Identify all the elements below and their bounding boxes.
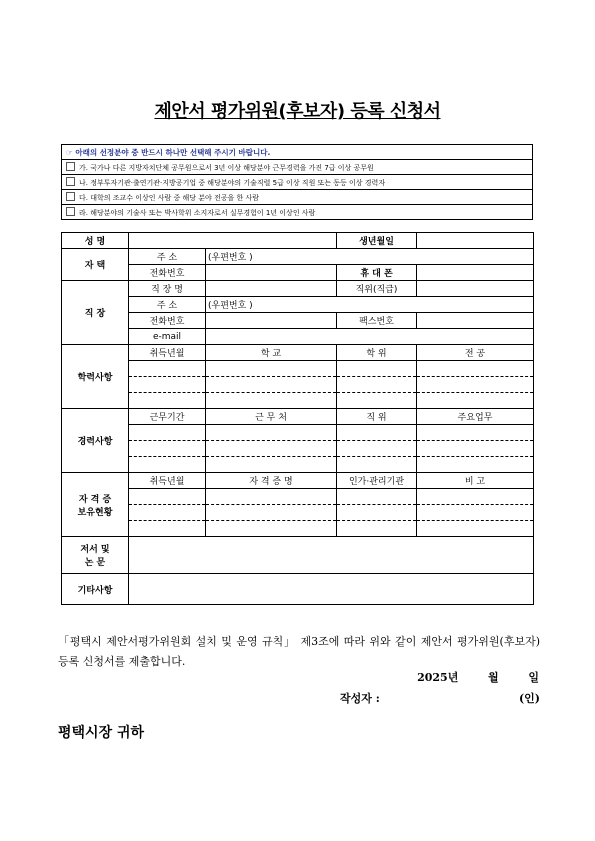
cert-header-date: 취득년월: [129, 473, 206, 489]
cert-cell[interactable]: [129, 521, 206, 537]
email-label: e-mail: [129, 329, 206, 345]
career-cell[interactable]: [417, 425, 534, 441]
selection-option-da[interactable]: 다. 대학의 조교수 이상인 사람 중 해당 분야 전공을 한 사람: [62, 190, 533, 205]
cert-cell[interactable]: [206, 489, 337, 505]
author-line: [340, 690, 540, 706]
home-address-field[interactable]: (우편번호 ): [206, 249, 534, 265]
fax-label: 팩스번호: [337, 313, 417, 329]
cert-cell[interactable]: [417, 521, 534, 537]
career-header-duties: 주요업무: [417, 409, 534, 425]
checkbox-icon[interactable]: [66, 162, 75, 171]
cert-header-agency: 인가·관리기관: [337, 473, 417, 489]
edu-header-school: 학 교: [206, 345, 337, 361]
edu-header-degree: 학 위: [337, 345, 417, 361]
career-cell[interactable]: [206, 457, 337, 473]
career-label: 경력사항: [62, 409, 129, 473]
cert-cell[interactable]: [337, 489, 417, 505]
birth-field[interactable]: [417, 233, 534, 249]
other-label: 기타사항: [62, 574, 129, 605]
checkbox-icon[interactable]: [66, 177, 75, 186]
home-phone-label: 전화번호: [129, 265, 206, 281]
edu-cell[interactable]: [129, 377, 206, 393]
cert-cell[interactable]: [417, 505, 534, 521]
edu-cell[interactable]: [417, 393, 534, 409]
declaration-text: 「평택시 제안서평가위원회 설치 및 운영 규칙」 제3조에 따라 위와 같이 제안서 평가위원(후보자) 등록 신청서를 제출합니다.: [58, 635, 540, 668]
cert-header-note: 비 고: [417, 473, 534, 489]
date-year: 2025년: [417, 671, 459, 684]
career-cell[interactable]: [337, 441, 417, 457]
cert-cell[interactable]: [417, 489, 534, 505]
edu-cell[interactable]: [337, 377, 417, 393]
selection-option-ga[interactable]: 가. 국가나 다른 지방자치단체 공무원으로서 3년 이상 해당분야 근무경력을 가진 7급 이상 공무원: [62, 160, 533, 175]
mobile-label: 휴 대 폰: [337, 265, 417, 281]
form-title: 제안서 평가위원(후보자) 등록 신청서: [154, 101, 441, 122]
home-phone-field[interactable]: [206, 265, 337, 281]
mobile-field[interactable]: [417, 265, 534, 281]
email-field[interactable]: [206, 329, 534, 345]
selection-option-ra[interactable]: 라. 해당분야의 기술사 또는 박사학위 소지자로서 실무경험이 1년 이상인 사람: [62, 205, 533, 220]
workplace-label: 직 장 명: [129, 281, 206, 297]
cert-cell[interactable]: [206, 521, 337, 537]
career-cell[interactable]: [337, 457, 417, 473]
career-cell[interactable]: [129, 457, 206, 473]
checkbox-icon[interactable]: [66, 207, 75, 216]
career-cell[interactable]: [337, 425, 417, 441]
books-label: 저서 및 논 문: [62, 537, 129, 574]
education-label: 학력사항: [62, 345, 129, 409]
cert-cell[interactable]: [129, 489, 206, 505]
home-address-label: 주 소: [129, 249, 206, 265]
edu-header-major: 전 공: [417, 345, 534, 361]
author-label: 작성자 :: [340, 692, 380, 705]
cert-cell[interactable]: [129, 505, 206, 521]
edu-cell[interactable]: [337, 361, 417, 377]
submission-date: [417, 669, 539, 685]
work-phone-field[interactable]: [206, 313, 337, 329]
other-field[interactable]: [129, 574, 534, 605]
work-phone-label: 전화번호: [129, 313, 206, 329]
career-cell[interactable]: [206, 441, 337, 457]
career-header-workplace: 근 무 처: [206, 409, 337, 425]
name-field[interactable]: [129, 233, 337, 249]
edu-cell[interactable]: [206, 377, 337, 393]
edu-header-date: 취득년월: [129, 345, 206, 361]
career-cell[interactable]: [206, 425, 337, 441]
cert-cell[interactable]: [337, 505, 417, 521]
career-cell[interactable]: [417, 441, 534, 457]
edu-cell[interactable]: [417, 361, 534, 377]
seal-mark: (인): [518, 692, 540, 705]
work-address-field[interactable]: (우편번호 ): [206, 297, 534, 313]
name-label: 성 명: [62, 233, 129, 249]
checkbox-icon[interactable]: [66, 192, 75, 201]
cert-cell[interactable]: [337, 521, 417, 537]
cert-header-name: 자 격 증 명: [206, 473, 337, 489]
career-cell[interactable]: [129, 425, 206, 441]
work-address-label: 주 소: [129, 297, 206, 313]
selection-table: [61, 144, 533, 220]
selection-option-na[interactable]: 나. 정부투자기관·출연기관·지방공기업 중 해당분야의 기술직렬 5급 이상 직원 또는 동등 이상 경력자: [62, 175, 533, 190]
edu-cell[interactable]: [206, 393, 337, 409]
home-label: 자 택: [62, 249, 129, 281]
edu-cell[interactable]: [337, 393, 417, 409]
edu-cell[interactable]: [417, 377, 534, 393]
career-header-position: 직 위: [337, 409, 417, 425]
addressee: 평택시장 귀하: [58, 725, 145, 741]
career-cell[interactable]: [129, 441, 206, 457]
application-form-table: [61, 232, 534, 605]
edu-cell[interactable]: [129, 361, 206, 377]
selection-header: ☞ 아래의 선정분야 중 반드시 하나만 선택해 주시기 바랍니다.: [62, 145, 533, 160]
birth-label: 생년월일: [337, 233, 417, 249]
fax-field[interactable]: [417, 313, 534, 329]
certificate-label: 자 격 증 보유현황: [62, 473, 129, 537]
career-cell[interactable]: [417, 457, 534, 473]
workplace-field[interactable]: [206, 281, 337, 297]
position-field[interactable]: [417, 281, 534, 297]
edu-cell[interactable]: [129, 393, 206, 409]
career-header-period: 근무기간: [129, 409, 206, 425]
position-label: 직위(직급): [337, 281, 417, 297]
books-field[interactable]: [129, 537, 534, 574]
cert-cell[interactable]: [206, 505, 337, 521]
date-day: 일: [528, 671, 539, 684]
date-month: 월: [488, 671, 499, 684]
edu-cell[interactable]: [206, 361, 337, 377]
work-label: 직 장: [62, 281, 129, 345]
